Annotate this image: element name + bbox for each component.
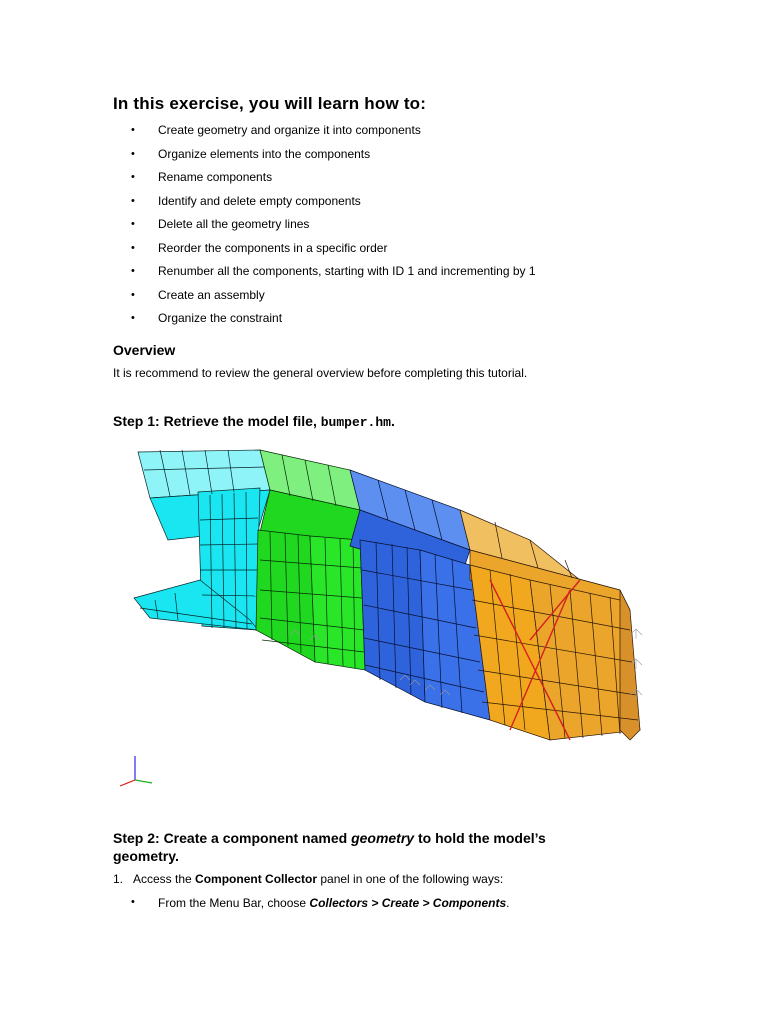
bullet: • (131, 896, 135, 908)
list-item (113, 214, 536, 238)
step1-suffix: . (390, 413, 395, 429)
goal-text: Reorder the components in a specific order (158, 240, 388, 255)
step2-suffix: to hold the model’s geometry. (113, 830, 546, 864)
list-item (113, 285, 536, 309)
goal-text: Create an assembly (158, 287, 265, 302)
step2-prefix: Step 2: Create a component named (113, 830, 352, 846)
list-item (113, 191, 536, 215)
goal-text: Create geometry and organize it into components (158, 123, 421, 137)
goal-text: Renumber all the components, starting with ID 1 and incrementing by 1 (158, 264, 536, 278)
bullet: • (131, 265, 135, 277)
list-item (113, 167, 536, 191)
step1-heading (113, 413, 395, 430)
instruction-item-1 (113, 872, 503, 886)
bullet: • (131, 147, 135, 160)
list-item (113, 144, 536, 168)
goal-text: Organize elements into the components (158, 146, 371, 161)
item1-pre: Access the (133, 872, 196, 886)
list-item (113, 238, 536, 262)
learning-goals-list (113, 120, 536, 332)
bullet: • (131, 312, 135, 324)
bullet: • (131, 218, 135, 230)
goal-text: Rename components (158, 170, 273, 184)
bumper-model-figure (110, 440, 670, 800)
bullet: • (131, 171, 135, 183)
bullet: • (131, 241, 135, 254)
goal-text: Identify and delete empty components (158, 193, 361, 208)
blue-component (350, 470, 490, 720)
item1-post: panel in one of the following ways: (317, 872, 504, 886)
instruction-subitem (131, 896, 509, 910)
bullet: • (131, 124, 135, 136)
list-item (113, 308, 536, 332)
sub1-pre: From the Menu Bar, choose (158, 896, 310, 910)
menu-path: Collectors > Create > Components (309, 896, 507, 910)
bullet: • (131, 288, 135, 301)
sub1-post: . (506, 896, 510, 910)
step2-heading (113, 829, 613, 865)
overview-text: It is recommend to review the general overview before completing this tutorial. (113, 366, 528, 380)
cyan-component (134, 450, 270, 630)
goal-text: Organize the constraint (158, 311, 283, 325)
step1-prefix: Step 1: Retrieve the model file, (113, 413, 321, 429)
bullet: • (131, 194, 135, 207)
list-item (113, 120, 536, 144)
goal-text: Delete all the geometry lines (158, 217, 310, 231)
overview-heading: Overview (113, 342, 176, 358)
item-number: 1. (113, 872, 124, 886)
exercise-title: In this exercise, you will learn how to: (113, 94, 427, 113)
component-collector-term: Component Collector (195, 872, 318, 886)
model-filename: bumper.hm (320, 415, 391, 430)
green-component (256, 450, 365, 670)
axis-triad (120, 756, 152, 786)
list-item (113, 261, 536, 285)
step2-component-name: geometry (351, 830, 415, 846)
